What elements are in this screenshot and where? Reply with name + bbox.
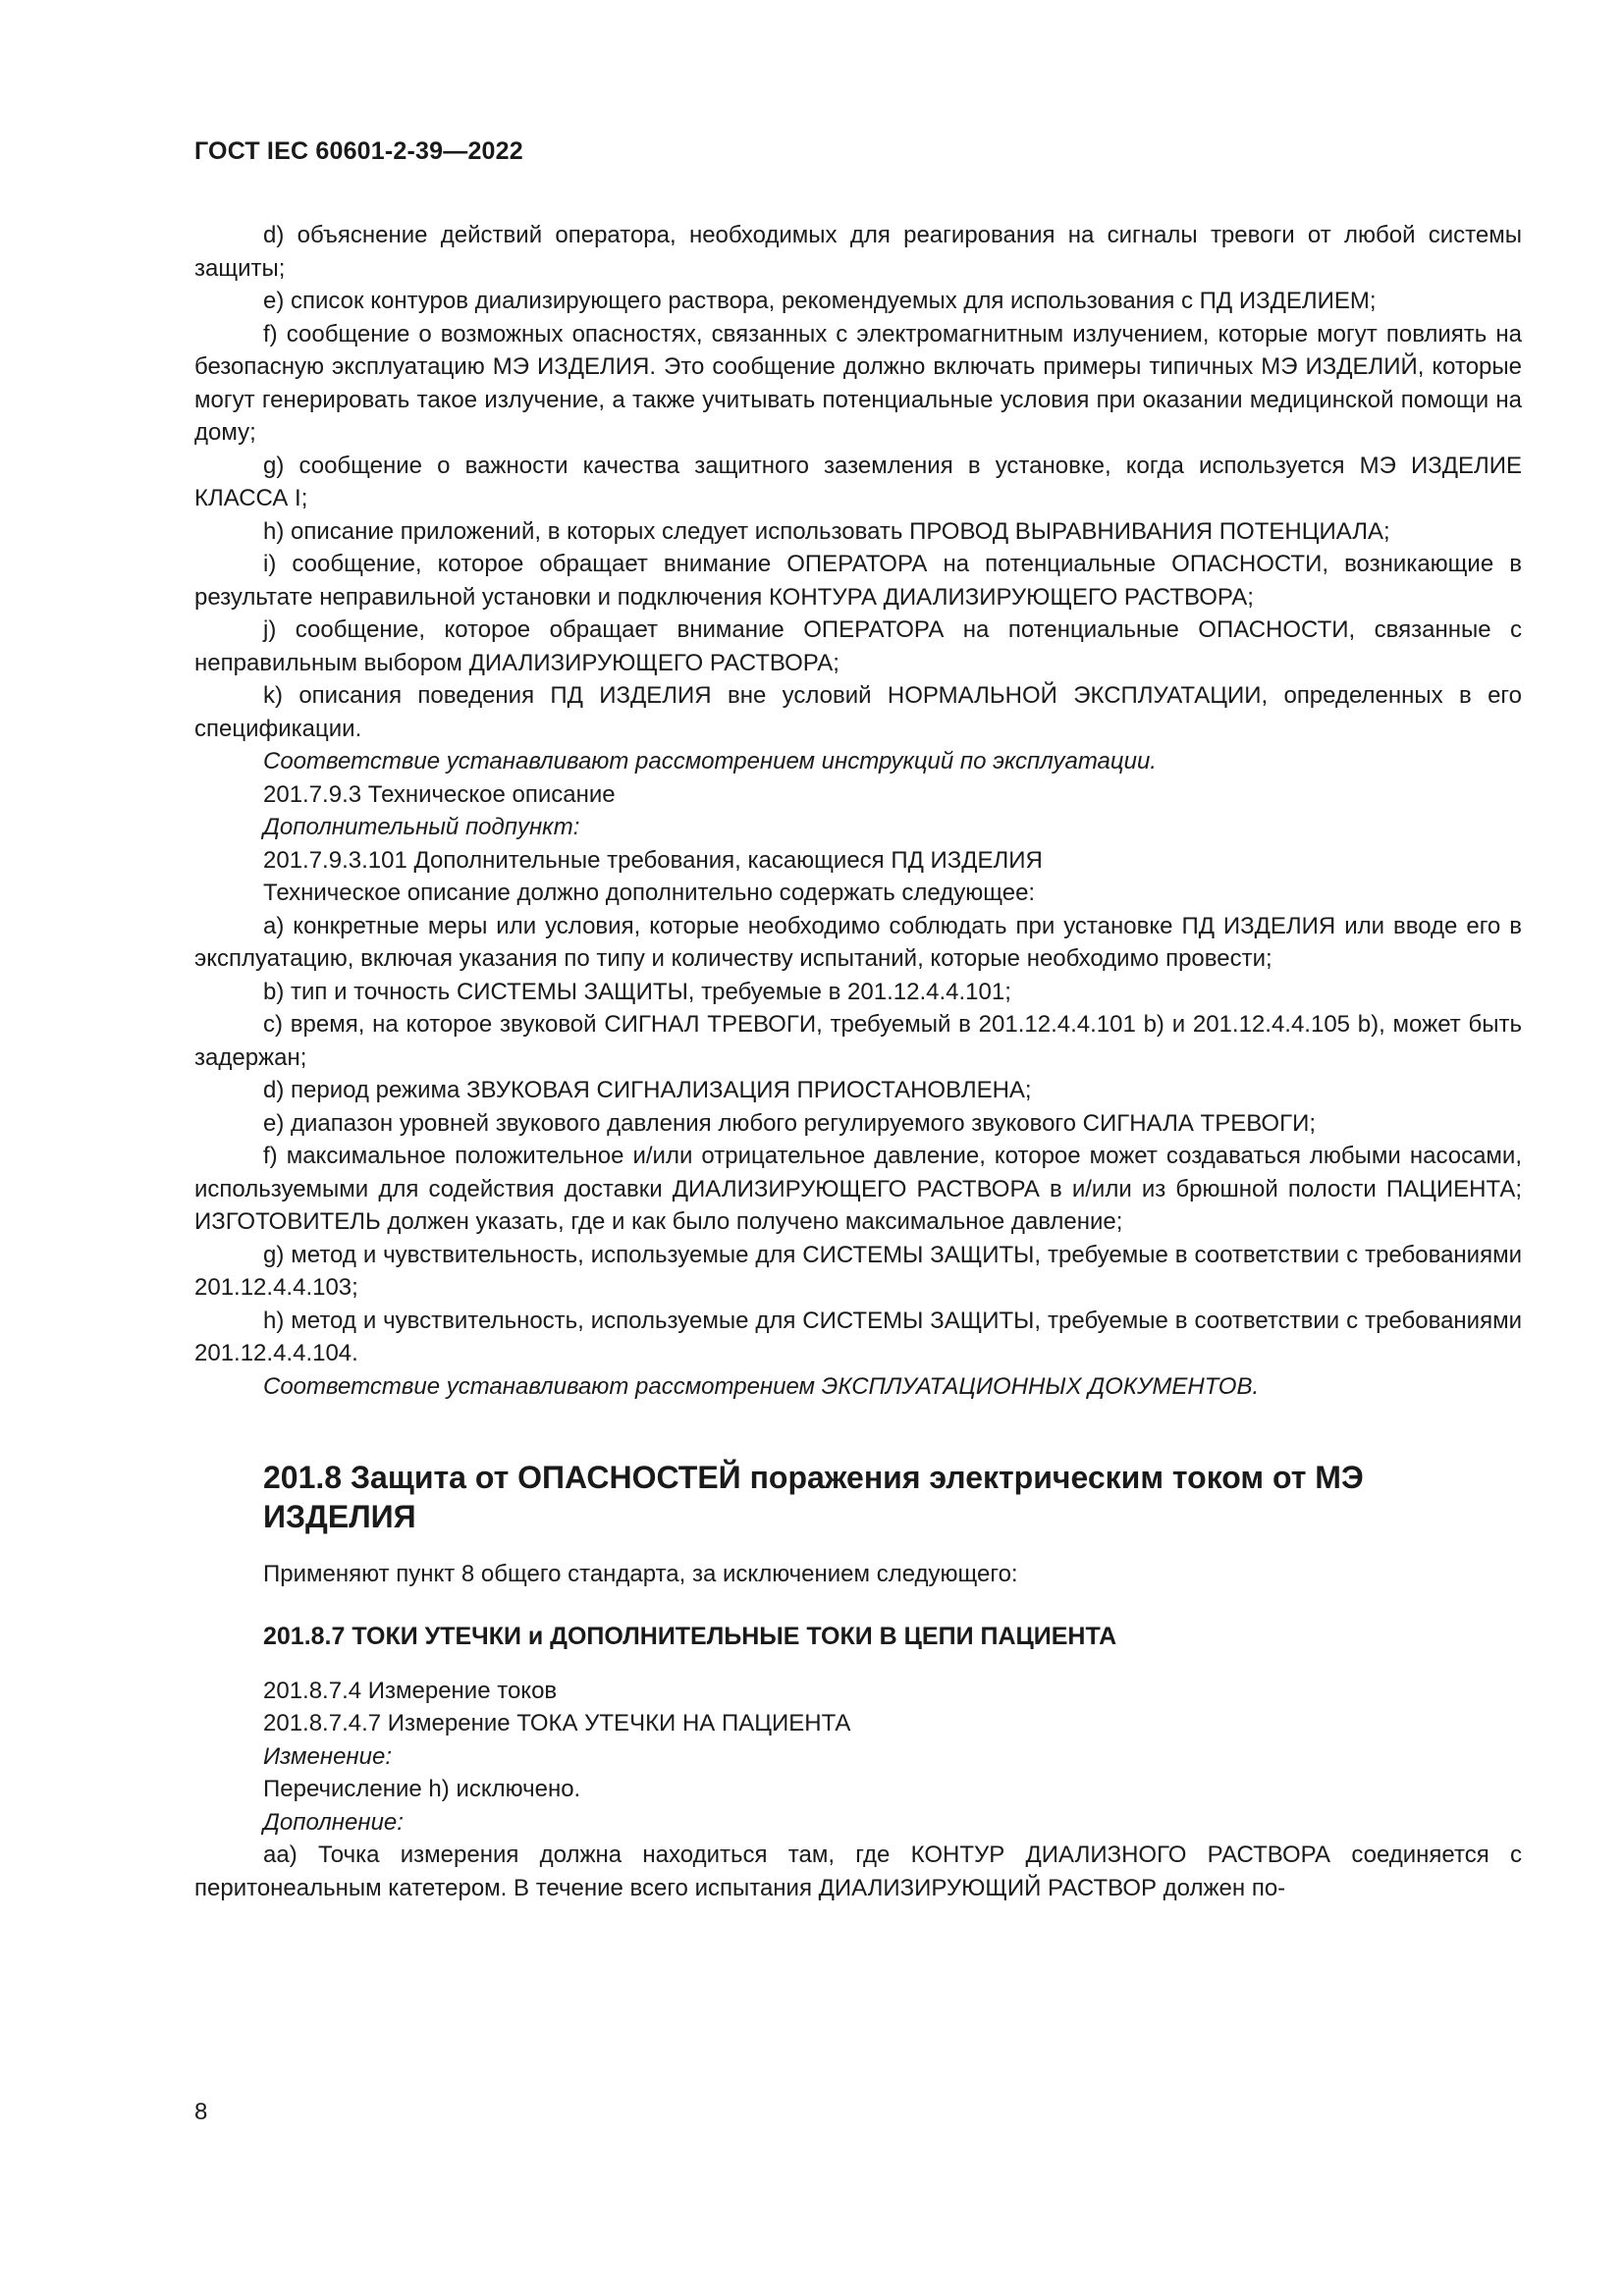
paragraph: h) описание приложений, в которых следует использовать ПРОВОД ВЫРАВНИВАНИЯ ПОТЕНЦИАЛА; <box>263 517 1390 545</box>
paragraph: 201.8.7.4 Измерение токов <box>263 1677 558 1704</box>
paragraph: Техническое описание должно дополнительно содержать следующее: <box>263 880 1036 906</box>
paragraph: d) период режима ЗВУКОВАЯ СИГНАЛИЗАЦИЯ ПРИОСТАНОВЛЕНА; <box>263 1077 1032 1103</box>
paragraph: 201.7.9.3.101 Дополнительные требования, касающиеся ПД ИЗДЕЛИЯ <box>263 846 1043 874</box>
paragraph: j) сообщение, которое обращает внимание ОПЕРАТОРА на потенциальные ОПАСНОСТИ, связанные с неправильным выбором ДИАЛИЗИРУЮЩЕГО РАСТВОРА; <box>194 616 1522 676</box>
page-number: 8 <box>194 2099 208 2125</box>
paragraph: e) список контуров диализирующего раствора, рекомендуемых для использования с ПД ИЗДЕЛИЕМ; <box>263 288 1377 314</box>
paragraph: f) максимальное положительное и/или отрицательное давление, которое может создаваться любыми насосами, используемыми для содействия доставки ДИАЛИЗИРУЮЩЕГО РАСТВОРА в и/или из брюшной полости ПАЦИЕНТА; ИЗГОТОВИТЕЛЬ должен указать, где и как было получено максимальное давление; <box>194 1143 1522 1235</box>
paragraph: 201.7.9.3 Техническое описание <box>263 780 616 808</box>
paragraph: d) объяснение действий оператора, необходимых для реагирования на сигналы тревоги от любой системы защиты; <box>194 222 1522 282</box>
paragraph: g) сообщение о важности качества защитного заземления в установке, когда используется МЭ ИЗДЕЛИЕ КЛАССА I; <box>194 452 1522 511</box>
paragraph: i) сообщение, которое обращает внимание ОПЕРАТОРА на потенциальные ОПАСНОСТИ, возникающие в результате неправильной установки и подключения КОНТУРА ДИАЛИЗИРУЮЩЕГО РАСТВОРА; <box>194 551 1522 611</box>
paragraph: Соответствие устанавливают рассмотрением ЭКСПЛУАТАЦИОННЫХ ДОКУМЕНТОВ. <box>263 1372 1260 1400</box>
section-intro-block <box>194 1558 1522 1591</box>
body-text <box>194 219 1522 1403</box>
paragraph: Соответствие устанавливают рассмотрением инструкций по эксплуатации. <box>263 748 1157 774</box>
paragraph: 201.8.7.4.7 Измерение ТОКА УТЕЧКИ НА ПАЦИЕНТА <box>263 1710 851 1736</box>
paragraph: Дополнение: <box>263 1808 404 1836</box>
section-intro: Применяют пункт 8 общего стандарта, за исключением следующего: <box>263 1561 1018 1587</box>
subsection-heading: 201.8.7 ТОКИ УТЕЧКИ и ДОПОЛНИТЕЛЬНЫЕ ТОКИ В ЦЕПИ ПАЦИЕНТА <box>263 1622 1117 1650</box>
paragraph: f) сообщение о возможных опасностях, связанных с электромагнитным излучением, которые могут повлиять на безопасную эксплуатацию МЭ ИЗДЕЛИЯ. Это сообщение должно включать примеры типичных МЭ ИЗДЕЛИЙ, которые могут генерировать такое излучение, а также учитывать потенциальные условия при оказании медицинской помощи на дому; <box>194 320 1522 446</box>
section-body-text <box>194 1675 1522 1905</box>
paragraph: aa) Точка измерения должна находиться там, где КОНТУР ДИАЛИЗНОГО РАСТВОРА соединяется с перитонеальным катетером. В течение всего испытания ДИАЛИЗИРУЮЩИЙ РАСТВОР должен по- <box>194 1842 1522 1901</box>
document-header: ГОСТ IEC 60601-2-39—2022 <box>194 137 523 165</box>
paragraph: b) тип и точность СИСТЕМЫ ЗАЩИТЫ, требуемые в 201.12.4.4.101; <box>263 978 1011 1005</box>
paragraph: c) время, на которое звуковой СИГНАЛ ТРЕВОГИ, требуемый в 201.12.4.4.101 b) и 201.12.4.4.105 b), может быть задержан; <box>194 1011 1522 1071</box>
paragraph: Изменение: <box>263 1742 392 1770</box>
paragraph: a) конкретные меры или условия, которые необходимо соблюдать при установке ПД ИЗДЕЛИЯ или вводе его в эксплуатацию, включая указания по типу и количеству испытаний, которые необходимо провести; <box>194 912 1522 972</box>
paragraph: k) описания поведения ПД ИЗДЕЛИЯ вне условий НОРМАЛЬНОЙ ЭКСПЛУАТАЦИИ, определенных в его спецификации. <box>194 682 1522 742</box>
paragraph: Перечисление h) исключено. <box>263 1776 581 1802</box>
paragraph: Дополнительный подпункт: <box>263 814 580 840</box>
section-title: 201.8 Защита от ОПАСНОСТЕЙ поражения электрическим током от МЭ ИЗДЕЛИЯ <box>263 1460 1364 1534</box>
paragraph: g) метод и чувствительность, используемые для СИСТЕМЫ ЗАЩИТЫ, требуемые в соответствии с требованиями 201.12.4.4.103; <box>194 1241 1522 1301</box>
paragraph: h) метод и чувствительность, используемые для СИСТЕМЫ ЗАЩИТЫ, требуемые в соответствии с требованиями 201.12.4.4.104. <box>194 1307 1522 1366</box>
document-page <box>194 137 1522 1904</box>
paragraph: e) диапазон уровней звукового давления любого регулируемого звукового СИГНАЛА ТРЕВОГИ; <box>263 1109 1317 1137</box>
